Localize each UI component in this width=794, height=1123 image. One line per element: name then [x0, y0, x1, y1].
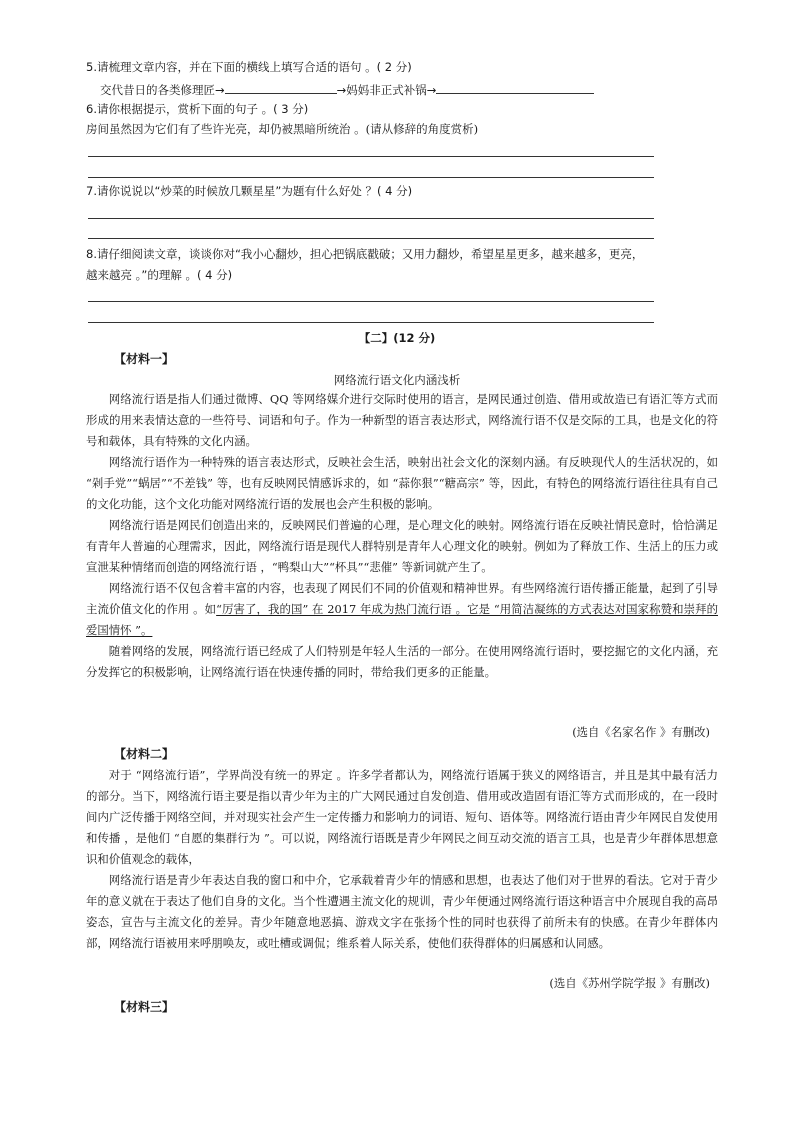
- answer-line[interactable]: [88, 156, 654, 157]
- question-5-flow: [100, 82, 594, 98]
- material-1-title: 网络流行语文化内涵浅析: [333, 373, 461, 387]
- question-6-quote: 房间虽然因为它们有了些许光亮，却仍被黑暗所统治 。(请从修辞的角度赏析): [86, 122, 479, 136]
- answer-blank-2[interactable]: [436, 82, 594, 94]
- paragraph-text: 网络流行语不仅包含着丰富的内容，也表现了网民们不同的价值观和精神世界。有些网络流行语传播正能量，起到了引导主流价值文化的作用 。如: [86, 581, 718, 616]
- material-1-source: (选自《名家名作 》有删改): [572, 725, 710, 739]
- paragraph: 网络流行语是网民们创造出来的，反映网民们普遍的心理，是心理文化的映射。网络流行语在反映社情民意时，恰恰满足有青年人普遍的心理需求，因此，网络流行语是现代人群特别是青年人心理文化的映射。例如为了释放工作、生活上的压力或宣泄某种情绪而创造的网络流行语 ，“鸭梨山大”“杯具”“悲催” 等新词就产生了。: [86, 518, 718, 574]
- answer-line[interactable]: [88, 322, 654, 323]
- paragraph: [86, 578, 718, 641]
- paragraph: 网络流行语是指人们通过微博、QQ 等网络媒介进行交际时使用的语言，是网民通过创造、借用或故造已有语汇等方式而形成的用来表情达意的一些符号、词语和句子。作为一种新型的语言表达形式，网络流行语不仅是交际的工具，也是文化的符号和载体，具有特殊的文化内涵。: [86, 392, 718, 448]
- question-8-line-2: 越来越亮 。”的理解 。( 4 分): [86, 268, 233, 282]
- question-8-line-1: 8.请仔细阅读文章，谈谈你对“我小心翻炒，担心把锅底戳破；又用力翻炒，希望星星更多，越来越多，更亮，: [86, 247, 644, 261]
- material-2-body: [86, 765, 718, 954]
- material-1-body: [86, 389, 718, 683]
- answer-line[interactable]: [88, 238, 654, 239]
- answer-blank-1[interactable]: [225, 82, 337, 94]
- underlined-quote: “厉害了，我的国” 在 2017 年成为热门流行语 。它是 “用简洁凝练的方式表达对国家称赞和崇拜的爱国情怀 ”。: [86, 602, 718, 637]
- question-7: 7.请你说说以“炒菜的时候放几颗星星”为题有什么好处 ？( 4 分): [86, 184, 413, 198]
- paragraph: 随着网络的发展，网络流行语已经成了人们特别是年轻人生活的一部分。在使用网络流行语时，要挖掘它的文化内涵，充分发挥它的积极影响，让网络流行语在快速传播的同时，带给我们更多的正能量。: [86, 644, 718, 679]
- material-1-label: 【材料一】: [114, 352, 175, 366]
- material-3-label: 【材料三】: [114, 1000, 175, 1014]
- answer-line[interactable]: [88, 177, 654, 178]
- flow-start-text: 交代昔日的各类修理匠→: [100, 83, 225, 97]
- question-6: 6.请你根据提示，赏析下面的句子 。( 3 分): [86, 102, 309, 116]
- paragraph: 对于 “网络流行语”，学界尚没有统一的界定 。许多学者都认为，网络流行语属于狭义的网络语言，并且是其中最有活力的部分。当下，网络流行语主要是指以青少年为主的广大网民通过自发创造、借用或改造固有语汇等方式而形成的，在一段时间内广泛传播于网络空间，并对现实社会产生一定传播力和影响力的词语、短句、语体等。网络流行语由青少年网民自发使用和传播 ，是他们 “自愿的集群行为 ”。可以说，网络流行语既是青少年网民之间互动交流的语言工具，也是青少年群体思想意识和价值观念的载体，: [86, 768, 718, 866]
- material-2-source: (选自《苏州学院学报 》有删改): [549, 976, 710, 990]
- answer-line[interactable]: [88, 301, 654, 302]
- question-5: 5.请梳理文章内容，并在下面的横线上填写合适的语句 。( 2 分): [86, 60, 412, 74]
- answer-line[interactable]: [88, 218, 654, 219]
- paragraph: 网络流行语是青少年表达自我的窗口和中介，它承载着青少年的情感和思想，也表达了他们对于世界的看法。它对于青少年的意义就在于表达了他们自身的文化。当个性遭遇主流文化的规训，青少年便通过网络流行语这种语言中介展现自我的高昂姿态，宣告与主流文化的差异。青少年随意地恶搞、游戏文字在张扬个性的同时也获得了前所未有的快感。在青少年群体内部，网络流行语被用来呼朋唤友，或吐槽或调侃；维系着人际关系，使他们获得群体的归属感和认同感。: [86, 873, 718, 950]
- material-2-label: 【材料二】: [114, 747, 175, 761]
- flow-mid-text: →妈妈非正式补锅→: [336, 83, 437, 97]
- paragraph: 网络流行语作为一种特殊的语言表达形式，反映社会生活，映射出社会文化的深刻内涵。有反映现代人的生活状况的，如 “剁手党”“蜗居”“不差钱” 等，也有反映网民情感诉求的，如 “蒜你狠”“糖高宗” 等，因此，有特色的网络流行语往往具有自己的文化功能，这个文化功能对网络流行语的发展也会产生积极的影响。: [86, 455, 718, 511]
- section-heading: 【二】(12 分): [358, 331, 436, 345]
